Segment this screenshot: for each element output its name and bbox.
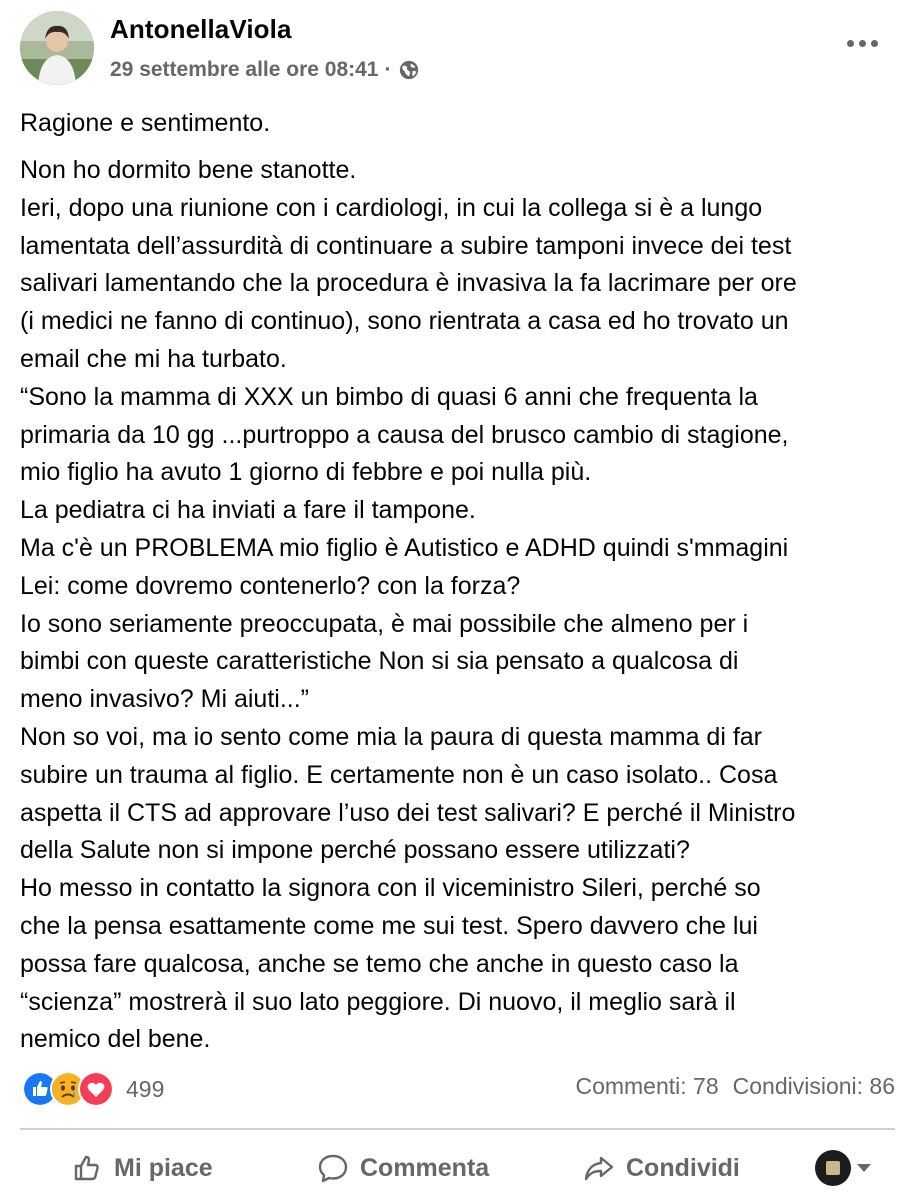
divider bbox=[20, 1128, 895, 1130]
post-text-line: nemico del bene. bbox=[20, 1025, 211, 1054]
reaction-count[interactable]: 499 bbox=[126, 1075, 165, 1102]
post-text-line: Non ho dormito bene stanotte. bbox=[20, 156, 357, 184]
globe-icon[interactable] bbox=[398, 59, 420, 81]
comment-label: Commenta bbox=[360, 1153, 490, 1182]
post-text-line: Io sono seriamente preoccupata, è mai possibile che almeno per i bbox=[20, 609, 749, 638]
share-label: Condividi bbox=[626, 1153, 740, 1182]
post-timestamp[interactable]: 29 settembre alle ore 08:41 bbox=[110, 58, 379, 81]
post-text-line: La pediatra ci ha inviati a fare il tampone. bbox=[20, 496, 476, 525]
more-dot bbox=[847, 40, 854, 47]
post-text bbox=[20, 152, 905, 1059]
post-title: Ragione e sentimento. bbox=[20, 109, 271, 137]
comment-icon bbox=[316, 1151, 350, 1185]
post-text-line: Ieri, dopo una riunione con i cardiologi, in cui la collega si è a lungo bbox=[20, 193, 763, 222]
post-meta bbox=[110, 56, 420, 84]
like-button[interactable] bbox=[70, 1146, 213, 1190]
post-text-line: meno invasivo? Mi aiuti...” bbox=[20, 685, 310, 714]
thumbs-up-icon bbox=[70, 1151, 104, 1185]
like-label: Mi piace bbox=[114, 1153, 213, 1182]
chevron-down-icon bbox=[857, 1164, 871, 1172]
post-text-line: Ho messo in contatto la signora con il viceministro Sileri, perché so bbox=[20, 874, 761, 903]
post-text-line: aspetta il CTS ad approvare l’uso dei test salivari? E perché il Ministro bbox=[20, 798, 796, 827]
more-dot bbox=[871, 40, 878, 47]
page-avatar bbox=[815, 1150, 851, 1186]
comments-count[interactable]: Commenti: 78 bbox=[575, 1073, 719, 1099]
post-text-line: mio figlio ha avuto 1 giorno di febbre e poi nulla più. bbox=[20, 458, 592, 487]
post-text-line: della Salute non si impone perché possano essere utilizzati? bbox=[20, 836, 690, 865]
post-text-line: email che mi ha turbato. bbox=[20, 344, 287, 373]
post-text-line: “Sono la mamma di XXX un bimbo di quasi 6 anni che frequenta la bbox=[20, 382, 758, 411]
post-stats bbox=[575, 1073, 895, 1100]
post-text-line: bimbi con queste caratteristiche Non si sia pensato a qualcosa di bbox=[20, 647, 739, 676]
comment-button[interactable] bbox=[316, 1146, 489, 1190]
post-text-line: primaria da 10 gg ...purtroppo a causa del brusco cambio di stagione, bbox=[20, 420, 789, 449]
post-text-line: Non so voi, ma io sento come mia la paura di questa mamma di far bbox=[20, 722, 763, 751]
love-reaction-icon bbox=[78, 1071, 114, 1107]
post-text-line: lamentata dell’assurdità di continuare a subire tamponi invece dei test bbox=[20, 231, 792, 260]
shares-count[interactable]: Condivisioni: 86 bbox=[732, 1073, 895, 1099]
post-text-line: possa fare qualcosa, anche se temo che anche in questo caso la bbox=[20, 949, 739, 978]
more-options-icon[interactable] bbox=[840, 28, 884, 58]
post-text-line: Lei: come dovremo contenerlo? con la forza? bbox=[20, 571, 521, 600]
post-text-line: salivari lamentando che la procedura è invasiva la fa lacrimare per ore bbox=[20, 269, 797, 298]
share-button[interactable] bbox=[582, 1146, 740, 1190]
reactions-summary[interactable] bbox=[22, 1071, 164, 1107]
meta-separator: · bbox=[384, 58, 392, 81]
more-dot bbox=[859, 40, 866, 47]
post-text-line: “scienza” mostrerà il suo lato peggiore. Di nuovo, il meglio sarà il bbox=[20, 987, 736, 1016]
reaction-as-selector[interactable] bbox=[815, 1148, 871, 1188]
post-text-line: (i medici ne fanno di continuo), sono rientrata a casa ed ho trovato un bbox=[20, 307, 789, 336]
author-avatar[interactable] bbox=[20, 11, 94, 85]
reaction-icons bbox=[22, 1071, 114, 1107]
post-text-line: Ma c'è un PROBLEMA mio figlio è Autistico e ADHD quindi s'mmagini bbox=[20, 533, 789, 562]
post-text-line: subire un trauma al figlio. E certamente non è un caso isolato.. Cosa bbox=[20, 760, 778, 789]
post-text-line: che la pensa esattamente come me sui test. Spero davvero che lui bbox=[20, 911, 758, 940]
share-icon bbox=[582, 1151, 616, 1185]
author-name[interactable]: AntonellaViola bbox=[110, 14, 292, 44]
